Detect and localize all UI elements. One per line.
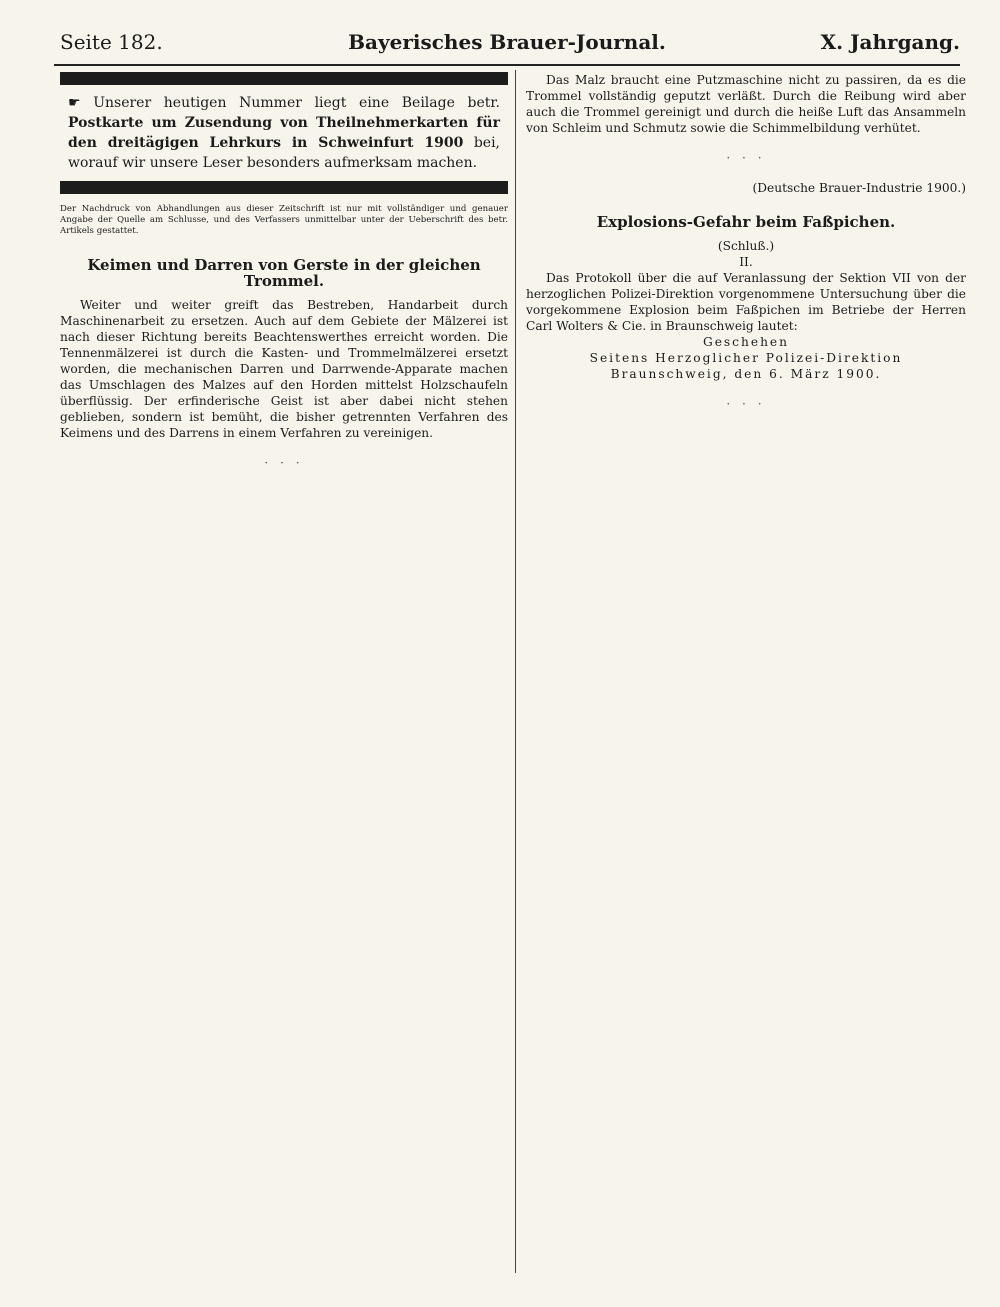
article2-roman: II.	[739, 255, 753, 269]
journal-title: Bayerisches Brauer-Journal.	[348, 30, 666, 54]
header-rule	[54, 64, 960, 66]
omitted-text-marker: · · ·	[264, 456, 304, 470]
right-column	[526, 72, 966, 1293]
omitted-text-marker-2: · · ·	[726, 151, 766, 165]
notice-bar-top	[60, 72, 508, 85]
left-column	[60, 72, 508, 1293]
source-citation: (Deutsche Brauer-Industrie 1900.)	[752, 181, 966, 195]
article2-intro: Das Protokoll über die auf Veranlassung der Sektion VII von der herzoglichen Polizei-Direktion vorgenommene Untersuchung über die vorgekommene Explosion beim Faßpichen im Betriebe der Herren Carl Wolters & Cie. in Braunschweig lautet:	[526, 271, 966, 333]
supplement-notice	[60, 93, 508, 173]
article1-title: Keimen und Darren von Gerste in der gleichen Trommel.	[87, 256, 481, 290]
article1-para-1: Weiter und weiter greift das Bestreben, Handarbeit durch Maschinenarbeit zu ersetzen. Auch auf dem Gebiete der Mälzerei ist nach dieser Richtung bereits Beachtenswerthes erreicht worden. Die Tennenmälzerei ist durch die Kasten- und Trommelmälzerei ersetzt worden, die mechanischen Darren und Darrwende-Apparate machen das Umschlagen des Malzes auf den Horden mittelst Holzschaufeln überflüssig. Der erfinderische Geist ist aber dabei nicht stehen geblieben, sondern ist bemüht, die bisher getrennten Verfahren des Keimens und des Darrens in einem Verfahren zu vereinigen.	[60, 298, 508, 440]
notice-bar-bottom	[60, 181, 508, 194]
article2-title: Explosions-Gefahr beim Faßpichen.	[596, 213, 896, 231]
notice-rest: bei, worauf wir unsere Leser besonders aufmerksam machen.	[68, 135, 501, 171]
notice-line1: ☛ Unserer heutigen Nummer liegt eine Beilage betr.	[68, 95, 500, 111]
protocol-line-3: Braunschweig, den 6. März 1900.	[610, 367, 882, 381]
page-number: Seite 182.	[60, 30, 163, 54]
column-divider	[515, 70, 516, 1273]
article2-sub: (Schluß.)	[717, 239, 775, 253]
reprint-note: Der Nachdruck von Abhandlungen aus dieser Zeitschrift ist nur mit vollständiger und genauer Angabe der Quelle am Schlusse, und des Verfassers unmittelbar unter der Ueberschrift des betr. Artikels gestattet.	[60, 204, 508, 236]
omitted-text-marker-3: · · ·	[726, 397, 766, 411]
page-header	[54, 30, 960, 66]
protocol-line-2: Seitens Herzoglicher Polizei-Direktion	[589, 351, 903, 365]
col2-para-1: Das Malz braucht eine Putzmaschine nicht zu passiren, da es die Trommel vollständig geputzt verläßt. Durch die Reibung wird aber auch die Trommel gereinigt und durch die heiße Luft das Ansammeln von Schleim und Schmutz sowie die Schimmelbildung verhütet.	[526, 73, 966, 135]
notice-bold: Postkarte um Zusendung von Theilnehmerkarten für den dreitägigen Lehrkurs in Schweinfurt 1900	[68, 115, 500, 151]
volume-label: X. Jahrgang.	[820, 30, 960, 54]
protocol-line-1: Geschehen	[702, 335, 789, 349]
